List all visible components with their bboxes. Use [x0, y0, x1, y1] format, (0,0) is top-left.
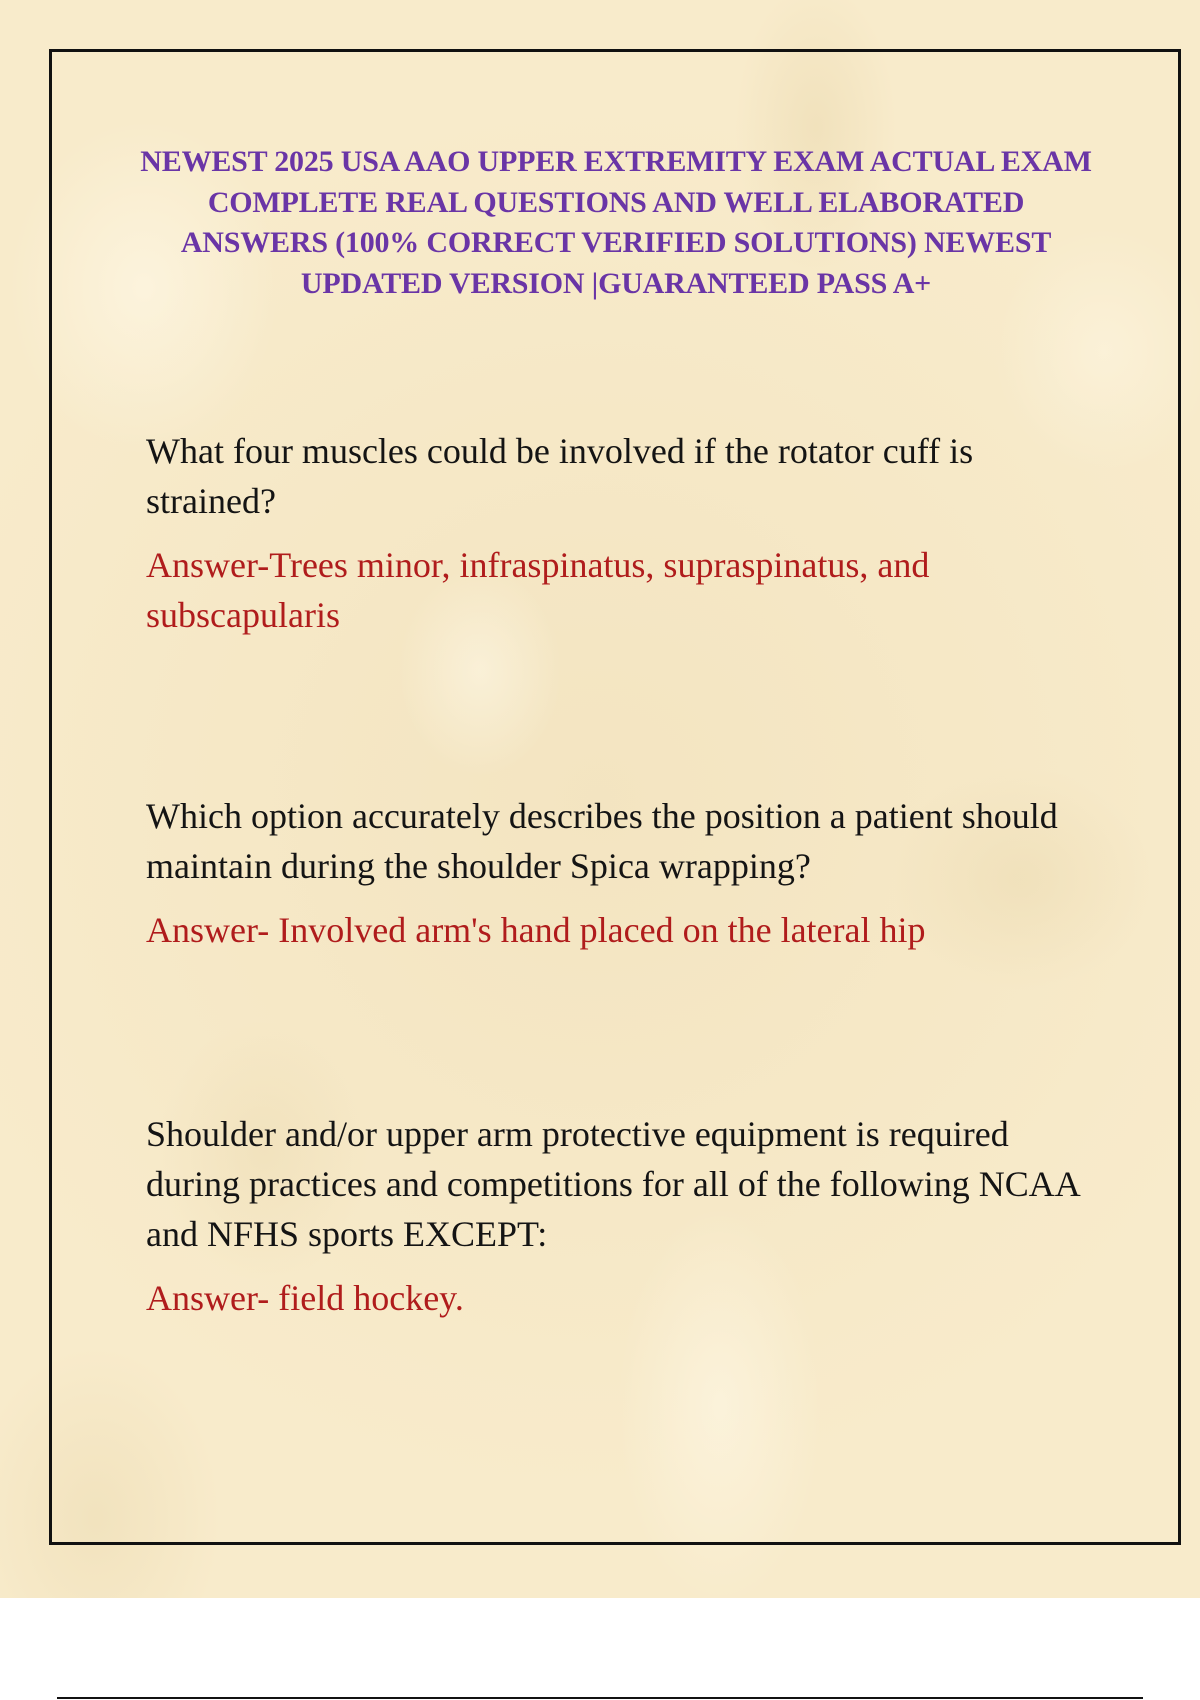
answer-text: Answer-Trees minor, infraspinatus, supraspinatus, and subscapularis — [146, 545, 930, 635]
qa-item — [146, 426, 1086, 640]
qa-item — [146, 791, 1086, 955]
question-text: What four muscles could be involved if the rotator cuff is strained? — [146, 431, 974, 521]
footer-divider — [57, 1697, 1143, 1699]
answer-text: Answer- Involved arm's hand placed on the lateral hip — [146, 910, 926, 950]
answer-text: Answer- field hockey. — [146, 1278, 464, 1318]
qa-item — [146, 1109, 1086, 1323]
question-text: Which option accurately describes the position a patient should maintain during the shoulder Spica wrapping? — [146, 796, 1058, 886]
document-title: NEWEST 2025 USA AAO UPPER EXTREMITY EXAM ACTUAL EXAM COMPLETE REAL QUESTIONS AND WELL ELABORATED ANSWERS (100% CORRECT VERIFIED SOLUTIONS) NEWEST UPDATED VERSION |GUARANTEED PASS A+ — [140, 145, 1092, 300]
question-text: Shoulder and/or upper arm protective equipment is required during practices and competitions for all of the following NCAA and NFHS sports EXCEPT: — [146, 1114, 1079, 1254]
